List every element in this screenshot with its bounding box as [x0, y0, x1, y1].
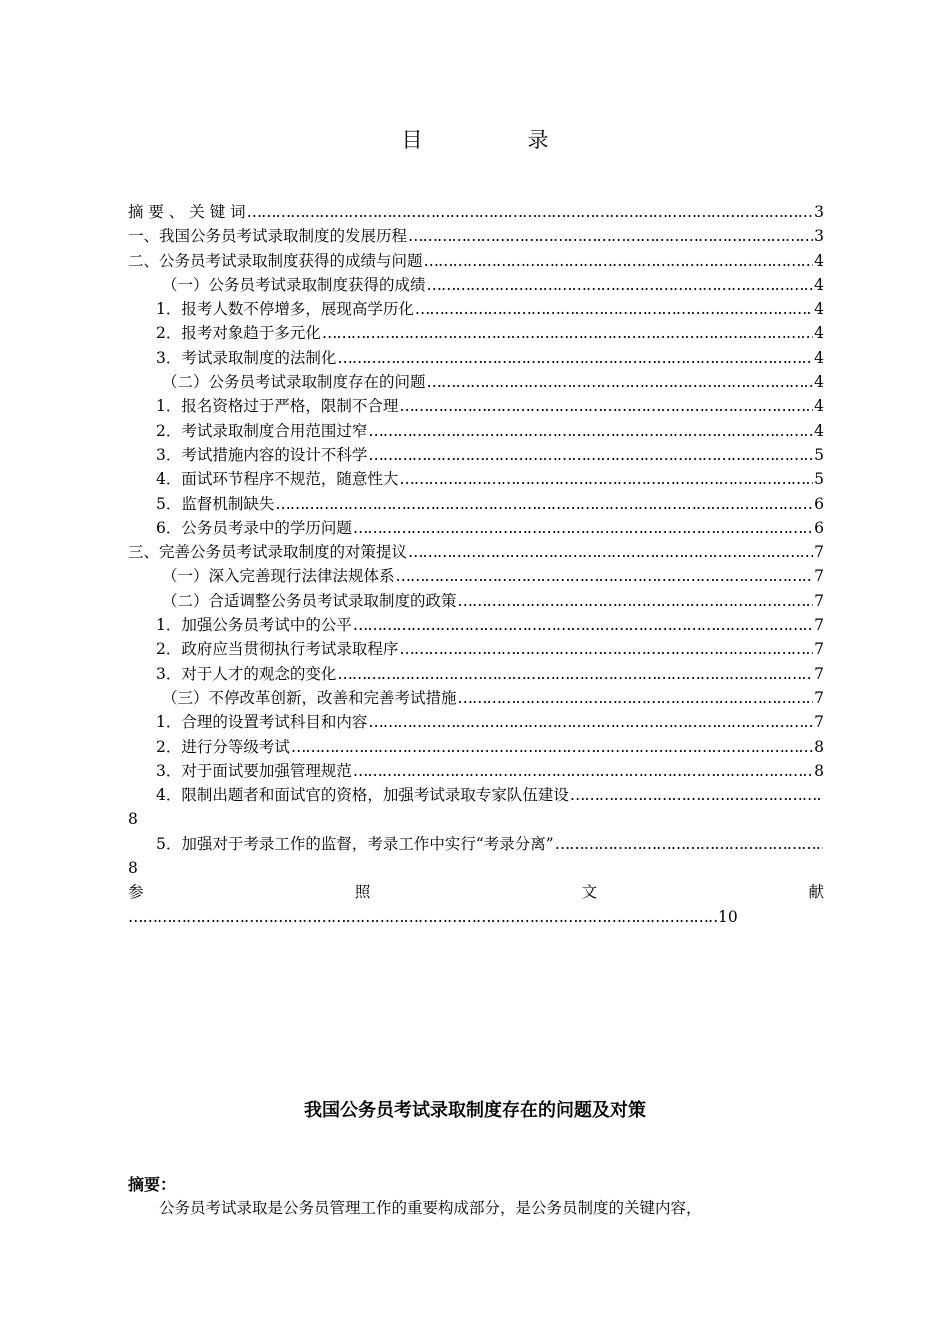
toc-entry-page: 7: [814, 664, 824, 683]
toc-entry-page: 4: [814, 324, 824, 343]
toc-entry[interactable]: [128, 370, 824, 394]
references-char: 献: [808, 883, 824, 902]
toc-leader-dots: [337, 662, 813, 686]
toc-entry-page: 4: [814, 373, 824, 392]
toc-leader-dots: [427, 273, 814, 297]
toc-entry-page: 8: [814, 761, 824, 780]
toc-entry-label: （一）公务员考试录取制度获得的成绩: [162, 275, 426, 294]
toc-entry[interactable]: [128, 832, 824, 856]
toc-entry[interactable]: [128, 783, 824, 807]
toc-leader-dots: [399, 394, 813, 418]
toc-entry-label: 4．面试环节程序不规范，随意性大: [156, 470, 399, 489]
toc-entry-page: 5: [814, 445, 824, 464]
toc-entry[interactable]: [128, 735, 824, 759]
toc-entry[interactable]: [128, 637, 824, 661]
toc-leader-dots: [368, 419, 813, 443]
toc-leader-dots: [128, 905, 718, 929]
toc-leader-dots: [458, 589, 814, 613]
abstract-label: 摘要：: [128, 1175, 177, 1194]
toc-entry-label: 1．加强公务员考试中的公平: [156, 616, 352, 635]
toc-entry[interactable]: [128, 443, 824, 467]
toc-entry[interactable]: [128, 200, 824, 224]
toc-leader-dots: [353, 613, 813, 637]
toc-entry-references[interactable]: [128, 880, 824, 904]
toc-entry-label: 3．对于面试要加强管理规范: [156, 761, 352, 780]
toc-entry[interactable]: [128, 540, 824, 564]
toc-entry[interactable]: [128, 467, 824, 491]
toc-leader-dots: [427, 370, 814, 394]
toc-entry-label: 2．政府应当贯彻执行考试录取程序: [156, 640, 399, 659]
abstract-text: 公务员考试录取是公务员管理工作的重要构成部分，是公务员制度的关键内容，: [159, 1199, 702, 1217]
toc-entry[interactable]: [128, 759, 824, 783]
toc-leader-dots: [353, 516, 813, 540]
toc-entry-page: 6: [814, 518, 824, 537]
toc-leader-dots: [424, 249, 814, 273]
toc-entry-label: （三）不停改革创新，改善和完善考试措施: [162, 688, 457, 707]
toc-entry-label: 1．报名资格过于严格，限制不合理: [156, 397, 399, 416]
toc-entry-label: 三、完善公务员考试录取制度的对策提议: [128, 543, 408, 562]
toc-entry-label: 一、我国公务员考试录取制度的发展历程: [128, 227, 408, 246]
toc-entry-page: 7: [814, 640, 824, 659]
toc-entry-page: 7: [814, 688, 824, 707]
toc-entry-label: 3．考试录取制度的法制化: [156, 348, 337, 367]
toc-leader-dots: [415, 297, 813, 321]
toc-leader-dots: [408, 540, 813, 564]
toc-leader-dots: [291, 735, 813, 759]
toc-entry-page: 7: [814, 591, 824, 610]
table-of-contents: [128, 200, 824, 929]
toc-entry-page: 4: [814, 348, 824, 367]
toc-leader-dots: [337, 346, 813, 370]
toc-entry-page: 4: [814, 251, 824, 270]
toc-leader-dots: [322, 321, 813, 345]
toc-entry-label: 5．加强对于考录工作的监督，考录工作中实行“考录分离”: [156, 834, 554, 853]
toc-entry-label: （一）深入完善现行法律法规体系: [162, 567, 395, 586]
toc-entry-page: 7: [814, 543, 824, 562]
toc-entry[interactable]: [128, 321, 824, 345]
references-char: 参: [128, 883, 144, 902]
toc-entry-page: 3: [814, 227, 824, 246]
toc-entry-page: 4: [814, 397, 824, 416]
toc-entry[interactable]: [128, 710, 824, 734]
toc-entry[interactable]: [128, 346, 824, 370]
toc-entry-page: 8: [128, 859, 138, 878]
toc-entry[interactable]: [128, 273, 824, 297]
toc-leader-dots: [555, 832, 823, 856]
toc-entry-label: 2．进行分等级考试: [156, 737, 290, 756]
toc-entry-page: 5: [814, 470, 824, 489]
references-char: 照: [354, 883, 371, 902]
references-char: 文: [581, 883, 598, 902]
toc-entry-label: 3．对于人才的观念的变化: [156, 664, 337, 683]
toc-leader-dots: [399, 467, 813, 491]
toc-entry-page: 10: [718, 907, 738, 926]
document-title: 我国公务员考试录取制度存在的问题及对策: [304, 1100, 646, 1121]
toc-entry-label: 1．报考人数不停增多，展现高学历化: [156, 300, 414, 319]
toc-entry-page: 8: [128, 810, 138, 829]
toc-entry[interactable]: [128, 516, 824, 540]
toc-entry-page: 7: [814, 616, 824, 635]
toc-entry-page: 7: [814, 713, 824, 732]
toc-entry-label: 4．限制出题者和面试官的资格，加强考试录取专家队伍建设: [156, 786, 569, 805]
toc-entry-label: 2．考试录取制度合用范围过窄: [156, 421, 368, 440]
toc-entry-label: 二、公务员考试录取制度获得的成绩与问题: [128, 251, 423, 270]
toc-leader-dots: [396, 564, 814, 588]
toc-entry-label: （二）公务员考试录取制度存在的问题: [162, 373, 426, 392]
toc-entry[interactable]: [128, 589, 824, 613]
toc-entry-page: 4: [814, 421, 824, 440]
toc-entry-label: 摘 要 、 关 键 词: [128, 203, 246, 221]
toc-entry[interactable]: [128, 419, 824, 443]
toc-entry-label: 1．合理的设置考试科目和内容: [156, 713, 368, 732]
toc-entry-page: 7: [814, 567, 824, 586]
toc-entry[interactable]: [128, 686, 824, 710]
toc-entry[interactable]: [128, 297, 824, 321]
toc-entry[interactable]: [128, 662, 824, 686]
toc-leader-dots: [275, 492, 813, 516]
toc-leader-dots: [399, 637, 813, 661]
toc-leader-dots: [247, 200, 813, 224]
toc-entry-label: 6．公务员考录中的学历问题: [156, 518, 352, 537]
toc-entry[interactable]: [128, 224, 824, 248]
toc-entry[interactable]: [128, 492, 824, 516]
toc-entry-page: 3: [814, 203, 824, 221]
toc-leader-dots: [458, 686, 814, 710]
toc-entry-page: 4: [814, 275, 824, 294]
toc-title: 目 录: [401, 128, 591, 152]
toc-leader-dots: [408, 224, 813, 248]
toc-entry[interactable]: [128, 249, 824, 273]
toc-entry-label: 2．报考对象趋于多元化: [156, 324, 321, 343]
toc-entry[interactable]: [128, 564, 824, 588]
toc-entry-page: 4: [814, 300, 824, 319]
toc-leader-dots: [570, 783, 823, 807]
toc-entry-label: （二）合适调整公务员考试录取制度的政策: [162, 591, 457, 610]
toc-leader-dots: [368, 443, 813, 467]
toc-entry-label: 3．考试措施内容的设计不科学: [156, 445, 368, 464]
toc-leader-dots: [368, 710, 813, 734]
toc-entry-label: 5．监督机制缺失: [156, 494, 275, 513]
toc-entry[interactable]: [128, 394, 824, 418]
references-leader-line: [128, 905, 824, 929]
toc-entry-page: 6: [814, 494, 824, 513]
toc-entry[interactable]: [128, 613, 824, 637]
toc-leader-dots: [353, 759, 813, 783]
toc-entry-page: 8: [814, 737, 824, 756]
